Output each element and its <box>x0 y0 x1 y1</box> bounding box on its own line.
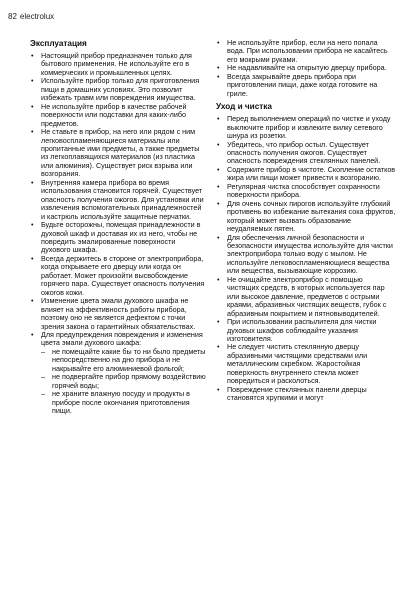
bullet-marker: • <box>217 63 220 73</box>
bullet-marker: • <box>31 127 34 137</box>
list-item <box>30 297 206 331</box>
section-heading-care: Уход и чистка <box>216 102 272 112</box>
list-item <box>30 331 206 416</box>
list-item-text: Убедитесь, что прибор остыл. Существует опасность получения ожогов. Существует опасность повреждения стеклянных панелей. <box>227 139 381 166</box>
sub-list-item <box>41 348 206 373</box>
dash-marker: – <box>41 372 45 382</box>
operation-list-continued <box>216 39 396 98</box>
sub-list-item <box>41 373 206 390</box>
list-item <box>30 103 206 128</box>
list-item-text: Не используйте прибор в качестве рабочей поверхности или подставки для каких-либо предметов. <box>41 101 187 128</box>
list-item <box>216 386 396 403</box>
list-item-text: не храните влажную посуду и продукты в приборе после окончания приготовления пищи. <box>52 389 190 416</box>
bullet-marker: • <box>31 220 34 230</box>
list-item-text: не помещайте какие бы то ни было предметы непосредственно на дно прибора и не накрывайте его алюминиевой фольгой; <box>52 346 206 373</box>
right-column <box>216 39 396 403</box>
list-item <box>30 52 206 77</box>
list-item <box>216 200 396 234</box>
list-item-text: Для очень сочных пирогов используйте глубокий противень во избежание вытекания сока фруктов, который может вызвать образование неудаляемых пятен. <box>227 198 396 234</box>
bullet-marker: • <box>217 317 220 327</box>
bullet-marker: • <box>217 198 220 208</box>
list-item-text: Изменение цвета эмали духового шкафа не влияет на эффективность работы прибора, поэтому оно не является дефектом с точки зрения закона о гарантийных обязательствах. <box>41 296 196 331</box>
bullet-marker: • <box>31 296 34 306</box>
bullet-marker: • <box>217 139 220 149</box>
list-item <box>30 77 206 102</box>
list-item <box>216 276 396 318</box>
list-item <box>216 234 396 276</box>
list-item-text: Перед выполнением операций по чистке и уходу выключите прибор и извлеките вилку сетевого шнура из розетки. <box>227 114 391 141</box>
bullet-marker: • <box>31 177 34 187</box>
list-item <box>30 221 206 255</box>
list-item-text: Всегда держитесь в стороне от электроприбора, когда открываете его дверцу или когда он работает. Может произойти высвобождение горячего пара. Существует опасность получения ожогов кожи. <box>41 253 205 297</box>
bullet-marker: • <box>217 181 220 191</box>
bullet-marker: • <box>217 232 220 242</box>
bullet-marker: • <box>31 51 34 60</box>
list-item-text: Всегда закрывайте дверь прибора при приготовлении пищи, даже когда готовите на гриле. <box>227 71 378 98</box>
list-item-text: Настоящий прибор предназначен только для бытового применения. Не используйте его в коммерческих и промышленных целях. <box>41 51 192 77</box>
list-item-text: Не очищайте электроприбор с помощью чистящих средств, в которых используется пар или высокое давление, предметов с острыми краями, абразивных чистящих веществ, губок с абразивным покрытием и пятновыводителей. <box>227 274 387 318</box>
list-item-text: Внутренняя камера прибора во время использования становится горячей. Существует опасность получения ожогов. Для установки или извлечения вспомогательных принадлежностей и кастрюль используйте защитные перчатки. <box>41 177 204 221</box>
list-item <box>216 166 396 183</box>
list-item-text: Содержите прибор в чистоте. Скопление остатков жира или пищи может привести к возгоранию. <box>227 164 396 183</box>
bullet-marker: • <box>217 164 220 174</box>
bullet-marker: • <box>31 329 34 339</box>
list-item <box>216 141 396 166</box>
list-item <box>216 183 396 200</box>
page-number: 82 <box>8 12 17 21</box>
bullet-marker: • <box>31 253 34 263</box>
bullet-marker: • <box>31 101 34 111</box>
list-item <box>216 115 396 140</box>
list-item-text: Не ставьте в прибор, на него или рядом с ним легковоспламеняющиеся материалы или пропитанные ими предметы, а также предметы из легкоплавящихся материалов (из пластика или алюминия). Существует риск взрыва или возгорания. <box>41 127 200 179</box>
list-item <box>30 179 206 221</box>
list-item <box>30 255 206 297</box>
dash-marker: – <box>41 346 45 356</box>
section-heading-operation: Эксплуатация <box>30 39 87 48</box>
list-item-text: Для обеспечения личной безопасности и безопасности имущества используйте для чистки электроприбора только воду с мылом. Не используйте легковоспламеняющиеся вещества или вещества, вызывающие коррозию. <box>227 232 393 276</box>
list-item-text: При использовании распылителя для чистки духовых шкафов соблюдайте указания изготовителя. <box>227 317 377 343</box>
list-item <box>216 318 396 343</box>
list-item <box>216 343 396 385</box>
bullet-marker: • <box>31 76 34 86</box>
bullet-marker: • <box>217 71 220 81</box>
dash-marker: – <box>41 389 45 399</box>
bullet-marker: • <box>217 274 220 284</box>
list-item <box>30 128 206 179</box>
list-item-text: Используйте прибор только для приготовления пищи в домашних условиях. Это позволит избежать травм или повреждения имущества. <box>41 76 200 103</box>
list-item-text: Будьте осторожны, помещая принадлежности в духовой шкаф и доставая их из него, чтобы не повредить эмалированные поверхности духового шкафа. <box>41 220 201 255</box>
bullet-marker: • <box>217 384 220 394</box>
care-list <box>216 115 396 402</box>
list-item-text: Регулярная чистка способствует сохранности поверхности прибора. <box>227 181 380 200</box>
page-header <box>8 12 54 21</box>
bullet-marker: • <box>217 38 220 47</box>
list-item <box>216 73 396 98</box>
sub-list-item <box>41 390 206 415</box>
bullet-marker: • <box>217 114 220 124</box>
list-item-text: Не используйте прибор, если на него попала вода. При использовании прибора не касайтесь его мокрыми руками. <box>227 38 388 64</box>
list-item <box>216 39 396 64</box>
brand-name: electrolux <box>19 12 55 21</box>
operation-list <box>30 52 206 415</box>
list-item-text: не подвергайте прибор прямому воздействию горячей воды; <box>52 372 206 390</box>
list-item-text: Повреждение стеклянных панели дверцы становятся хрупкими и могут <box>227 384 367 403</box>
bullet-marker: • <box>217 342 220 352</box>
enamel-care-sublist <box>41 348 206 416</box>
left-column <box>30 39 206 415</box>
list-item-text: Для предупреждения повреждения и изменения цвета эмали духового шкафа: <box>41 329 203 348</box>
list-item-text: Не следует чистить стеклянную дверцу абразивными чистящими средствами или металлическим скребком. Жаростойкая поверхность внутреннего стекла может повредиться и расколоться. <box>227 342 368 386</box>
list-item-text: Не надавливайте на открытую дверцу прибора. <box>227 63 387 73</box>
